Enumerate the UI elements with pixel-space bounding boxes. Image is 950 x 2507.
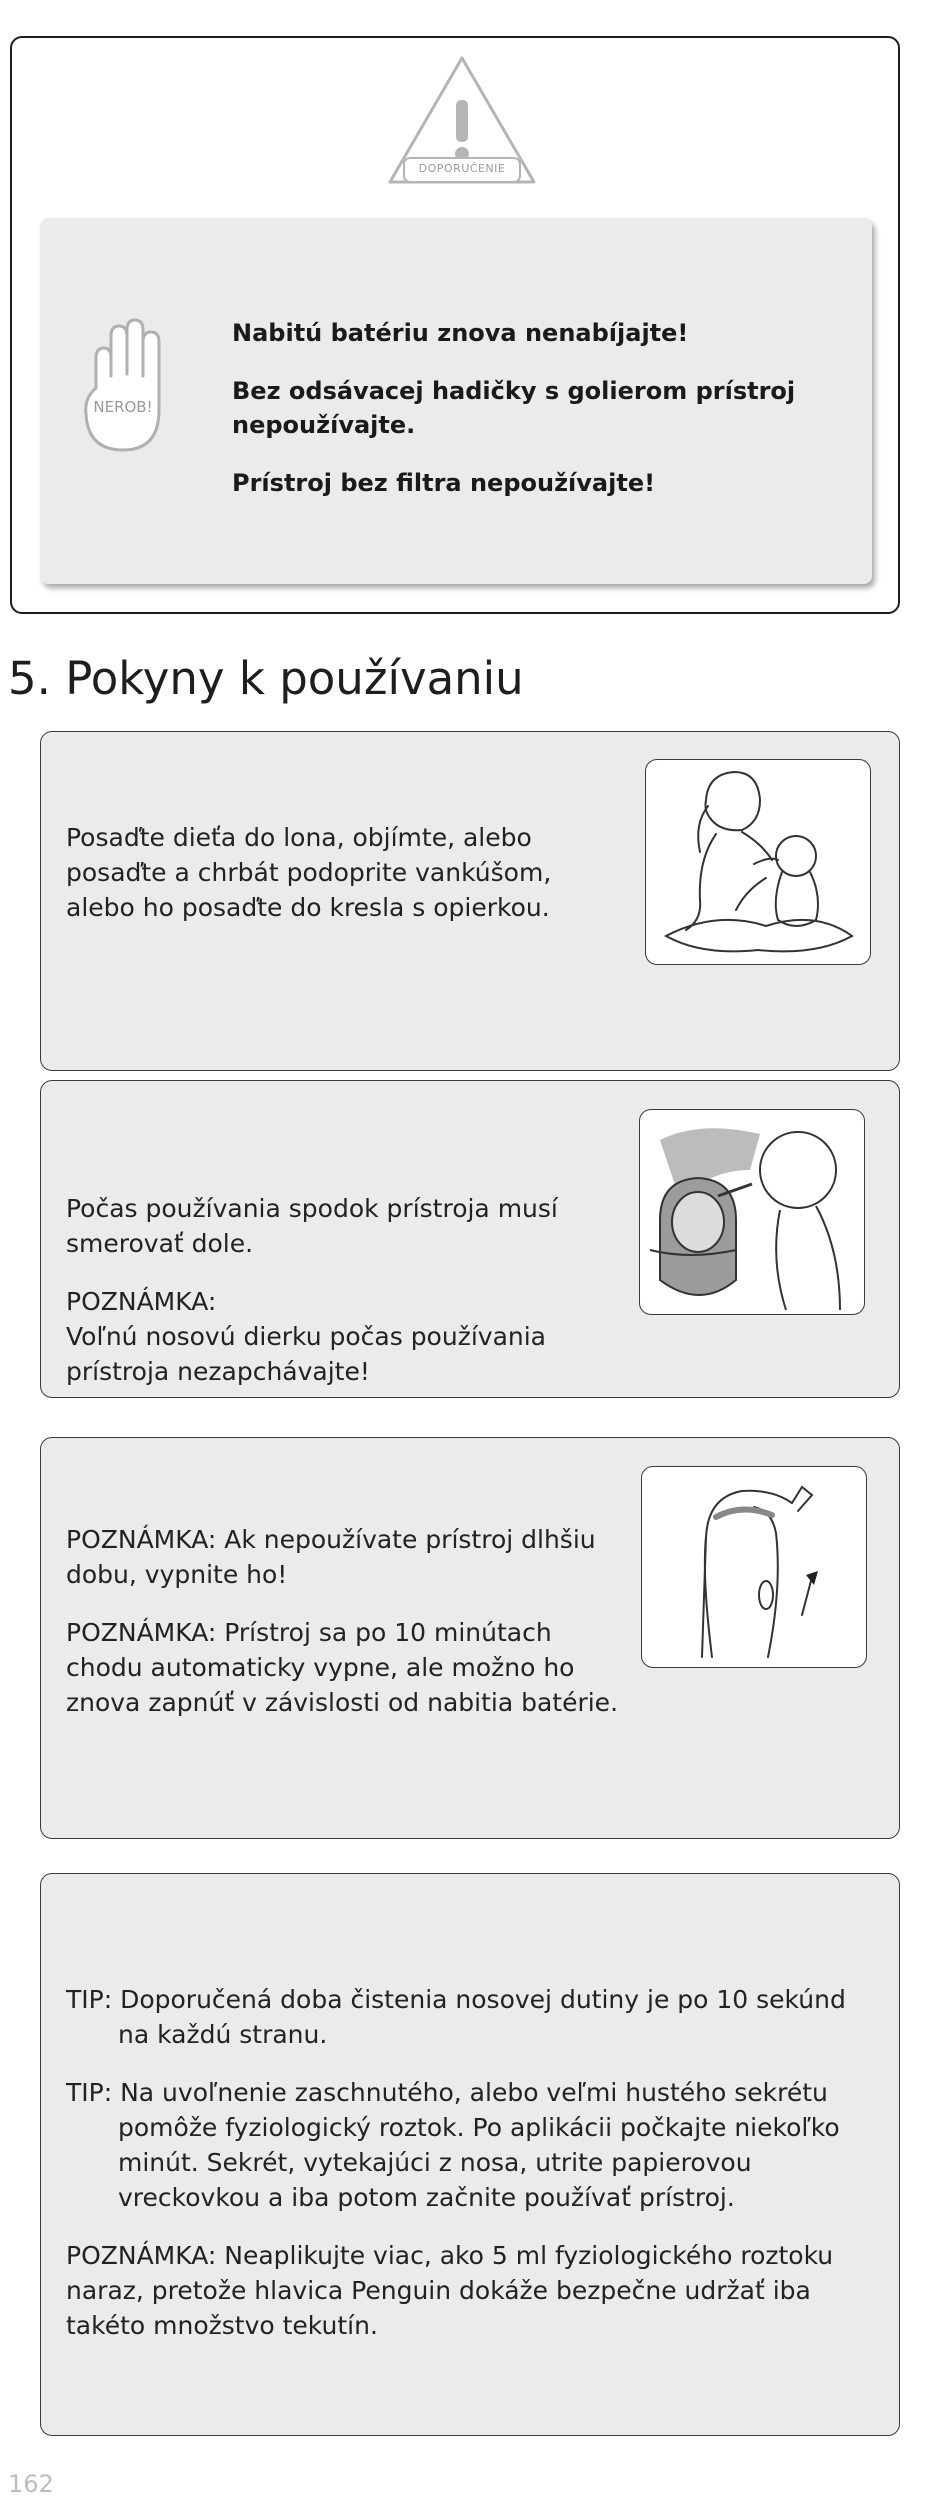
step-box-tips [40,1873,900,2436]
stop-hand-icon [78,318,168,458]
section-title: 5. Pokyny k používaniu [8,652,524,705]
note-text: POZNÁMKA: Ak nepoužívate prístroj dlhšiu dobu, vypnite ho! [66,1525,596,1589]
warning-triangle-icon [382,50,542,190]
tip-text: TIP: Na uvoľnenie zaschnutého, alebo veľmi hustého sekrétu pomôže fyziologický roztok. Po aplikácii počkajte niekoľko minút. Sekrét, vytekajúci z nosa, utrite papierovou vreckovkou a iba potom začnite používať prístroj. [66,2078,840,2212]
warning-item: Nabitú batériu znova nenabíjajte! [232,319,689,347]
note-text: Voľnú nosovú dierku počas používania prístroja nezapchávajte! [66,1322,546,1386]
warning-list [232,316,832,524]
warning-item: Bez odsávacej hadičky s golierom prístroj nepoužívajte. [232,377,796,439]
mother-child-illustration [645,759,871,965]
note-label: POZNÁMKA: [66,1287,217,1316]
page-number: 162 [8,2470,54,2498]
tip-text: TIP: Doporučená doba čistenia nosovej dutiny je po 10 sekúnd na každú stranu. [66,1985,846,2049]
note-text: POZNÁMKA: Prístroj sa po 10 minútach chodu automaticky vypne, ale možno ho znova zapnúť v závislosti od nabitia batérie. [66,1618,619,1717]
warning-item: Prístroj bez filtra nepoužívajte! [232,469,656,497]
warning-panel [40,218,872,584]
step-box-seating [40,731,900,1071]
warning-frame [10,36,900,614]
warning-badge-label: DOPORUČENIE [418,162,506,175]
device-in-use-illustration [639,1109,865,1315]
step-text: Počas používania spodok prístroja musí smerovať dole. [66,1194,558,1258]
stop-hand-label: NEROB! [93,398,153,416]
device-power-illustration [641,1466,867,1668]
step-text: Posaďte dieťa do lona, objímte, alebo posaďte a chrbát podoprite vankúšom, alebo ho posaďte do kresla s opierkou. [66,823,552,922]
step-box-usage [40,1080,900,1398]
step-box-auto-off [40,1437,900,1839]
note-text: POZNÁMKA: Neaplikujte viac, ako 5 ml fyziologického roztoku naraz, pretože hlavica Penguin dokáže bezpečne udržať iba takéto množstvo tekutín. [66,2241,834,2340]
